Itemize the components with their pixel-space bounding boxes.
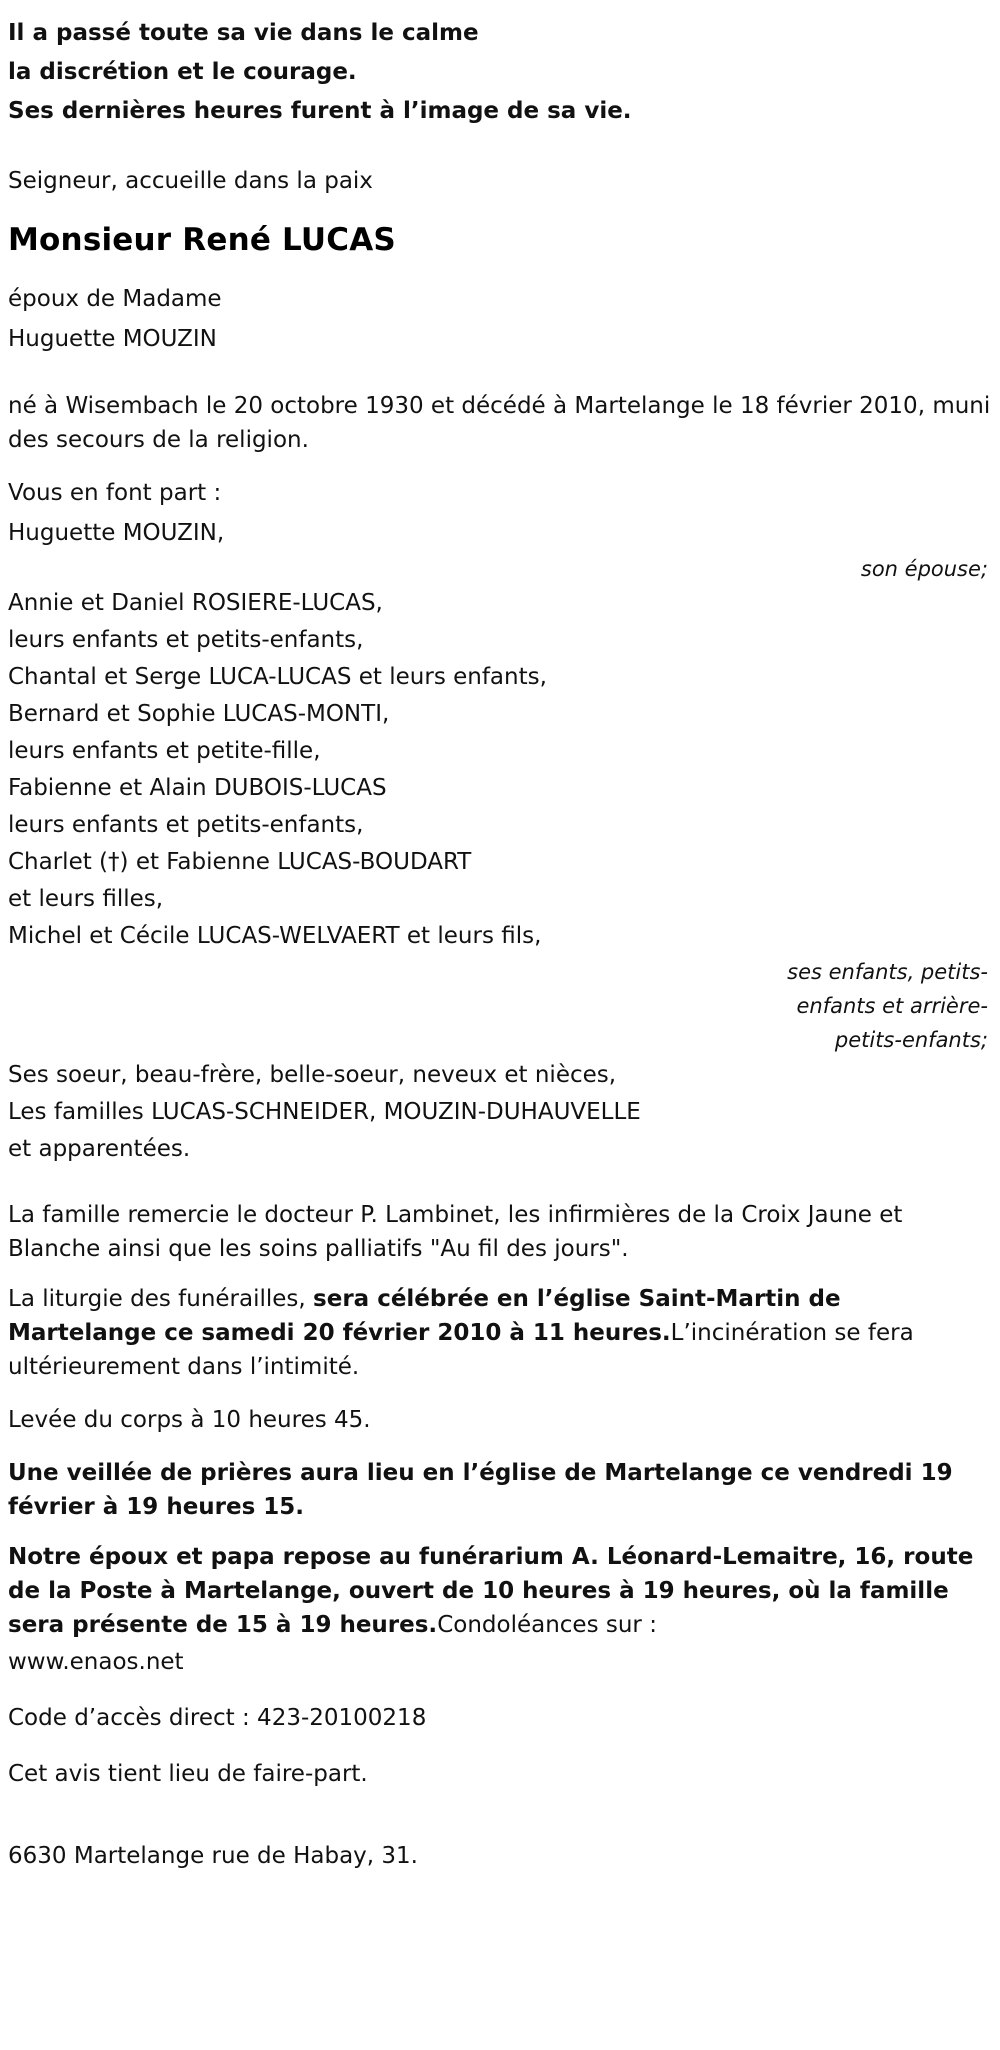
- body-lifting-line: Levée du corps à 10 heures 45.: [8, 1407, 371, 1433]
- intro-line-2: la discrétion et le courage.: [8, 59, 357, 85]
- intro-block: [8, 14, 992, 131]
- spacer: [8, 457, 992, 473]
- announce-label: Vous en font part :: [8, 480, 222, 506]
- spouse-entry: Huguette MOUZIN,: [8, 520, 225, 546]
- condolences-url[interactable]: www.enaos.net: [8, 1649, 184, 1675]
- spacer: [8, 1266, 992, 1282]
- children-role-line-1: ses enfants, petits-: [787, 960, 988, 984]
- liturgy-prefix: La liturgie des funérailles,: [8, 1286, 314, 1312]
- list-item: leurs enfants et petite-fille,: [8, 738, 321, 764]
- spacer: [8, 1168, 992, 1198]
- funeral-home-highlight: Notre époux et papa repose au funérarium A. Léonard-Lemaitre, 16, route de la Poste à Martelange, ouvert de 10 heures à 19 heures, où la famille sera présente de 15 à 19 heures.: [8, 1544, 974, 1638]
- list-item: Annie et Daniel ROSIERE-LUCAS,: [8, 590, 383, 616]
- list-item: Bernard et Sophie LUCAS-MONTI,: [8, 701, 390, 727]
- spacer: [8, 131, 992, 161]
- list-item: et leurs filles,: [8, 886, 164, 912]
- spacer: [8, 201, 992, 217]
- spacer: [8, 1384, 992, 1400]
- list-item: leurs enfants et petits-enfants,: [8, 812, 364, 838]
- thanks-paragraph: La famille remercie le docteur P. Lambinet, les infirmières de la Croix Jaune et Blanche ainsi que les soins palliatifs "Au fil des jours".: [8, 1202, 903, 1262]
- list-item: Michel et Cécile LUCAS-WELVAERT et leurs fils,: [8, 923, 542, 949]
- deceased-name: Monsieur René LUCAS: [8, 222, 396, 258]
- relatives-list: [8, 1057, 992, 1168]
- invocation-line: Seigneur, accueille dans la paix: [8, 168, 373, 194]
- spouse-intro-line-2: Huguette MOUZIN: [8, 326, 217, 352]
- liturgy-suffix: L’incinération se fera ultérieurement dans l’intimité.: [8, 1320, 914, 1380]
- spacer: [8, 1794, 992, 1836]
- liturgy-highlight: sera célébrée en l’église Saint-Martin de Martelange ce samedi 20 février 2010 à 11 heures.: [8, 1286, 841, 1346]
- list-item: Ses soeur, beau-frère, belle-soeur, neveux et nièces,: [8, 1062, 617, 1088]
- intro-line-3: Ses dernières heures furent à l’image de sa vie.: [8, 98, 632, 124]
- list-item: Les familles LUCAS-SCHNEIDER, MOUZIN-DUHAUVELLE: [8, 1099, 641, 1125]
- funeral-home-paragraph: [8, 1540, 992, 1642]
- children-list: [8, 585, 992, 955]
- spacer: [8, 1682, 992, 1698]
- spacer: [8, 1440, 992, 1456]
- spacer: [8, 359, 992, 389]
- list-item: Chantal et Serge LUCA-LUCAS et leurs enfants,: [8, 664, 547, 690]
- notice-mention: Cet avis tient lieu de faire-part.: [8, 1761, 368, 1787]
- spouse-role: son épouse;: [860, 557, 988, 581]
- children-role: [8, 955, 992, 1057]
- children-role-line-3: petits-enfants;: [834, 1028, 988, 1052]
- spacer: [8, 263, 992, 279]
- birth-death-paragraph: né à Wisembach le 20 octobre 1930 et décédé à Martelange le 18 février 2010, muni des secours de la religion.: [8, 393, 991, 453]
- condolences-prefix: Condoléances sur :: [437, 1612, 657, 1638]
- spacer: [8, 1524, 992, 1540]
- address-line: 6630 Martelange rue de Habay, 31.: [8, 1843, 418, 1869]
- list-item: Charlet (†) et Fabienne LUCAS-BOUDART: [8, 849, 472, 875]
- list-item: Fabienne et Alain DUBOIS-LUCAS: [8, 775, 387, 801]
- children-role-line-2: enfants et arrière-: [796, 994, 988, 1018]
- intro-line-1: Il a passé toute sa vie dans le calme: [8, 20, 479, 46]
- list-item: et apparentées.: [8, 1136, 191, 1162]
- vigil-paragraph: Une veillée de prières aura lieu en l’église de Martelange ce vendredi 19 février à 19 heures 15.: [8, 1460, 953, 1520]
- list-item: leurs enfants et petits-enfants,: [8, 627, 364, 653]
- spacer: [8, 1738, 992, 1754]
- liturgy-paragraph: [8, 1282, 992, 1384]
- spouse-intro-line-1: époux de Madame: [8, 286, 222, 312]
- access-code: Code d’accès direct : 423-20100218: [8, 1705, 427, 1731]
